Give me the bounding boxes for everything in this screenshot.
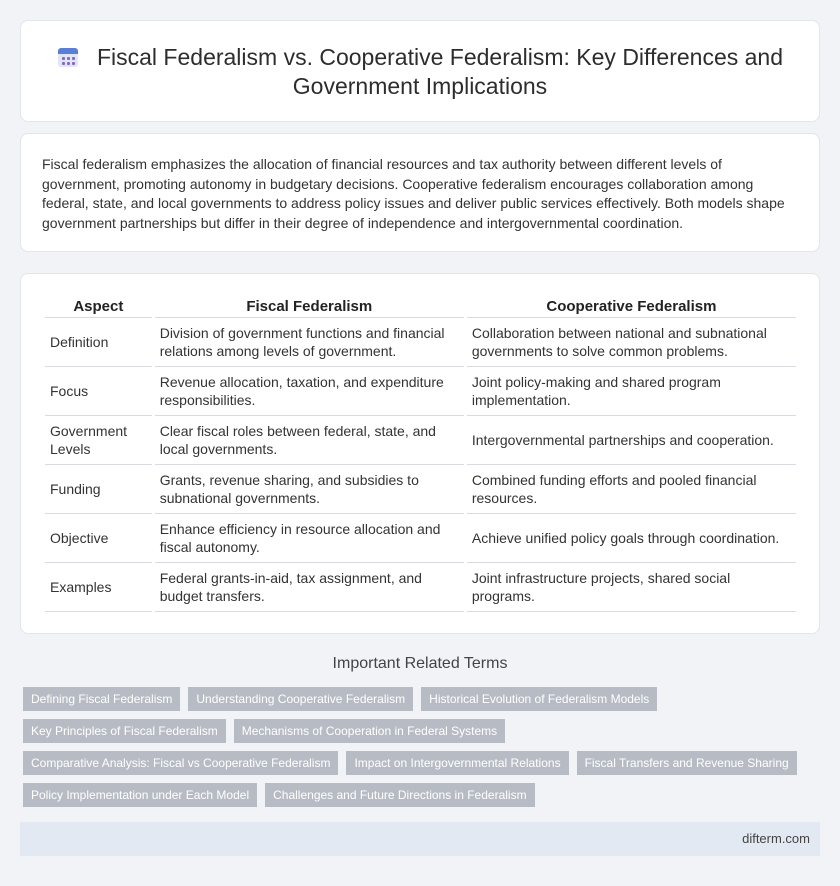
row-fiscal: Division of government functions and financial relations among levels of government. — [155, 318, 464, 367]
row-fiscal: Revenue allocation, taxation, and expenditure responsibilities. — [155, 367, 464, 416]
row-fiscal: Enhance efficiency in resource allocation and fiscal autonomy. — [155, 514, 464, 563]
footer-site-link[interactable]: difterm.com — [742, 831, 810, 846]
tag-row — [23, 687, 803, 711]
row-aspect: Objective — [45, 514, 152, 563]
row-cooperative: Joint policy-making and shared program implementation. — [467, 367, 796, 416]
related-term-tag[interactable]: Policy Implementation under Each Model — [23, 783, 257, 807]
row-fiscal: Federal grants-in-aid, tax assignment, and budget transfers. — [155, 563, 464, 612]
row-cooperative: Collaboration between national and subnational governments to solve common problems. — [467, 318, 796, 367]
header-cooperative: Cooperative Federalism — [467, 296, 796, 318]
table-row — [45, 367, 796, 416]
related-term-tag[interactable]: Challenges and Future Directions in Federalism — [265, 783, 534, 807]
intro-paragraph: Fiscal federalism emphasizes the allocation of financial resources and tax authority between different levels of government, promoting autonomy in budgetary decisions. Cooperative federalism encourages collaboration among federal, state, and local governments to address policy issues and deliver public services effectively. Both models shape government partnerships but differ in their degree of independence and intergovernmental coordination. — [42, 156, 785, 231]
header-aspect: Aspect — [45, 296, 152, 318]
row-fiscal: Clear fiscal roles between federal, state, and local governments. — [155, 416, 464, 465]
comparison-card — [20, 273, 820, 634]
calendar-icon — [57, 46, 79, 68]
related-term-tag[interactable]: Key Principles of Fiscal Federalism — [23, 719, 226, 743]
related-term-tag[interactable]: Mechanisms of Cooperation in Federal Systems — [234, 719, 505, 743]
row-aspect: Funding — [45, 465, 152, 514]
table-header-row — [45, 296, 796, 318]
header-fiscal: Fiscal Federalism — [155, 296, 464, 318]
related-term-tag[interactable]: Understanding Cooperative Federalism — [188, 687, 413, 711]
row-cooperative: Combined funding efforts and pooled financial resources. — [467, 465, 796, 514]
title-card — [20, 20, 820, 122]
related-term-tag[interactable]: Defining Fiscal Federalism — [23, 687, 180, 711]
table-row — [45, 563, 796, 612]
row-aspect: Examples — [45, 563, 152, 612]
row-aspect: Government Levels — [45, 416, 152, 465]
related-terms-list — [23, 687, 803, 815]
related-term-tag[interactable]: Historical Evolution of Federalism Models — [421, 687, 657, 711]
table-row — [45, 416, 796, 465]
footer-bar — [20, 822, 820, 856]
row-cooperative: Achieve unified policy goals through coordination. — [467, 514, 796, 563]
tag-row — [23, 783, 803, 807]
related-term-tag[interactable]: Fiscal Transfers and Revenue Sharing — [577, 751, 797, 775]
related-term-tag[interactable]: Comparative Analysis: Fiscal vs Cooperative Federalism — [23, 751, 338, 775]
page-title: Fiscal Federalism vs. Cooperative Federalism: Key Differences and Government Implications — [96, 44, 783, 99]
related-terms-heading: Important Related Terms — [332, 655, 508, 672]
related-term-tag[interactable]: Impact on Intergovernmental Relations — [346, 751, 568, 775]
row-cooperative: Joint infrastructure projects, shared social programs. — [467, 563, 796, 612]
intro-card — [20, 133, 820, 252]
row-cooperative: Intergovernmental partnerships and cooperation. — [467, 416, 796, 465]
row-aspect: Definition — [45, 318, 152, 367]
tag-row — [23, 719, 803, 743]
comparison-table — [42, 296, 799, 612]
tag-row — [23, 751, 803, 775]
row-aspect: Focus — [45, 367, 152, 416]
table-row — [45, 465, 796, 514]
table-row — [45, 514, 796, 563]
title-wrap — [41, 43, 799, 101]
table-row — [45, 318, 796, 367]
row-fiscal: Grants, revenue sharing, and subsidies to subnational governments. — [155, 465, 464, 514]
